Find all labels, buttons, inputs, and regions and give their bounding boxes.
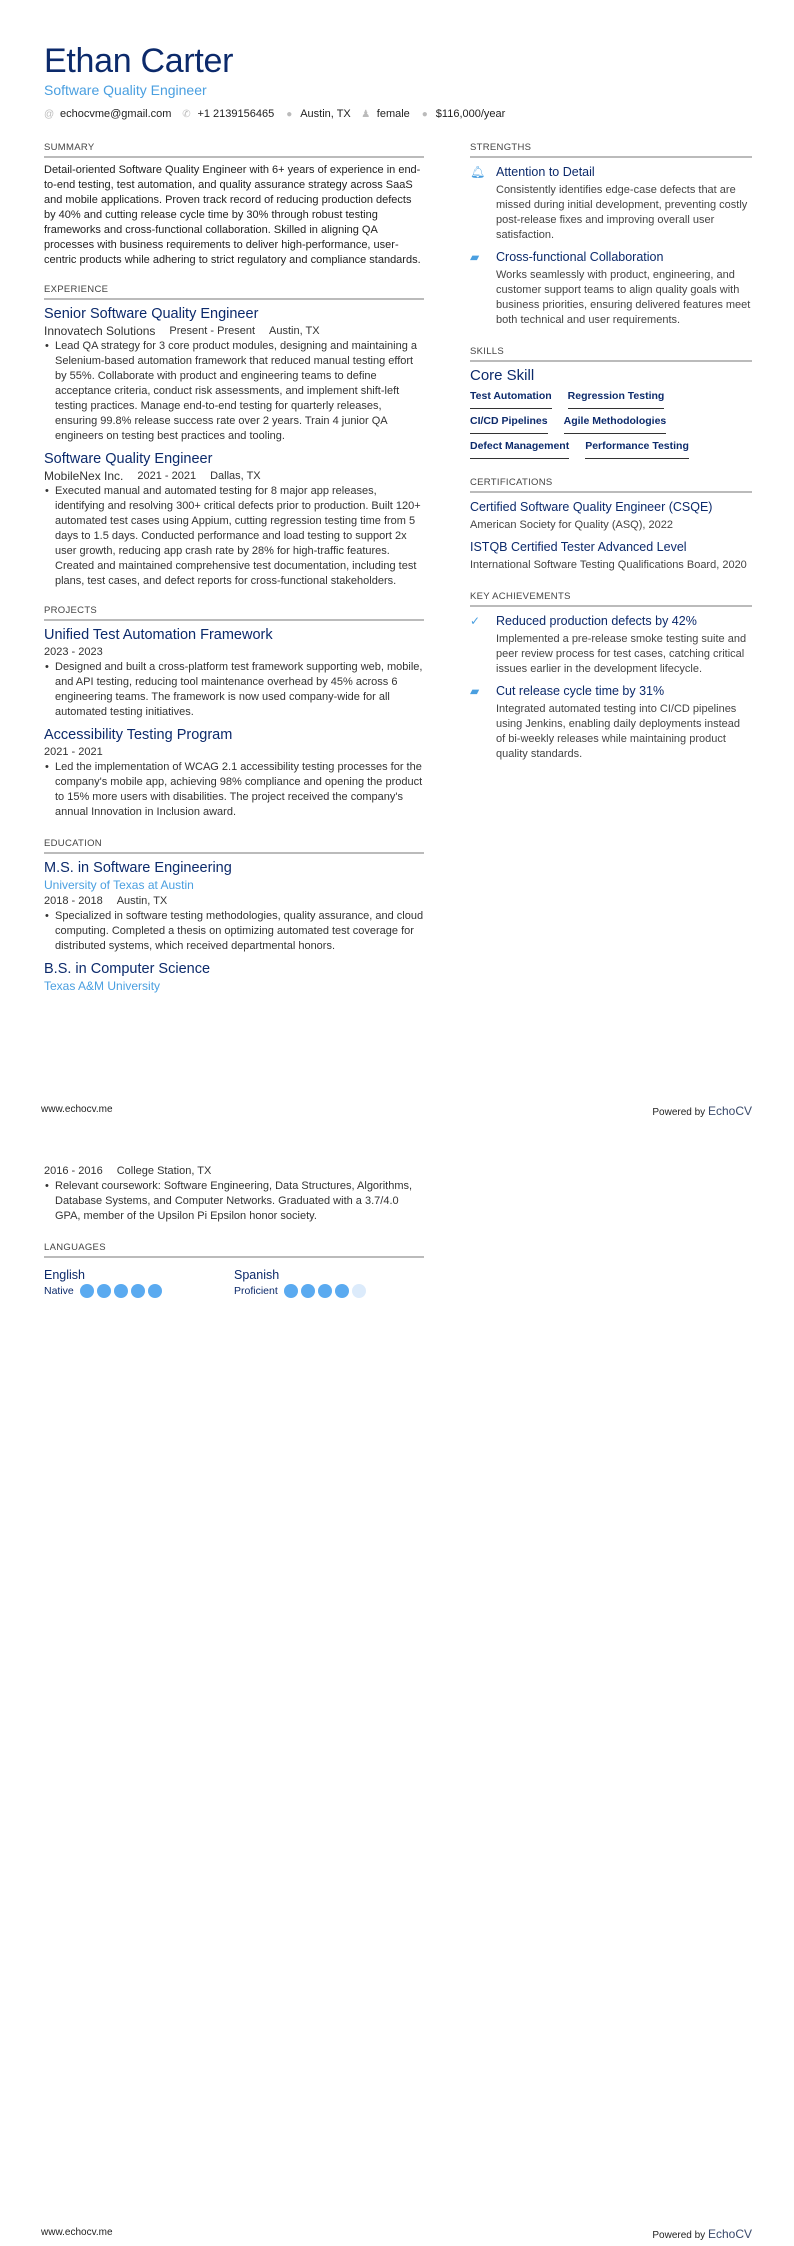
salary-icon: ● (421, 108, 428, 120)
resume-page-2 (0, 1123, 794, 2246)
language-name: Spanish (234, 1268, 280, 1282)
salary-text: $116,000/year (435, 108, 506, 120)
cert-title: Certified Software Quality Engineer (CSQE) (470, 500, 713, 514)
contact-location (284, 108, 351, 120)
degree: M.S. in Software Engineering (44, 860, 232, 876)
strength-item (470, 164, 752, 243)
rating-dot-filled (148, 1284, 162, 1298)
summary-text: Detail-oriented Software Quality Engineer with 6+ years of experience in end-to-end testing, test automation, and quality assurance strategy across SaaS and mobile applications. Proven track record of reducing production defects by 40% and cutting release cycle time by 30% through robust testing frameworks and cross-functional collaboration. Skilled in aligning QA processes with business requirements to deliver high-performance, user-centric products while adhering to strict regulatory and compliance standards. (44, 164, 421, 266)
dates: Present - Present (169, 325, 256, 337)
contact-email[interactable] (44, 108, 171, 120)
location-icon: ● (286, 108, 293, 120)
experience-item (44, 305, 424, 444)
contact-salary (420, 108, 506, 120)
company: MobileNex Inc. (44, 469, 124, 483)
location: Austin, TX (116, 895, 168, 907)
footer-site-link[interactable]: www.echocv.me (41, 1104, 113, 1115)
rating-dot-filled (97, 1284, 111, 1298)
achievement-item (470, 613, 752, 677)
bullet: • Designed and built a cross-platform test framework supporting web, mobile, and API testing, reducing tool maintenance overhead by 45% across 6 engineering teams. The framework is now used company-wide for all automated testing initiatives. (44, 660, 424, 720)
certification-item (470, 539, 752, 573)
section-heading: KEY ACHIEVEMENTS (470, 591, 752, 607)
contact-gender (361, 108, 410, 120)
skills-list (470, 390, 752, 459)
rating-dots (284, 1284, 366, 1298)
job-title: Senior Software Quality Engineer (44, 306, 259, 322)
achievement-title: Cut release cycle time by 31% (496, 684, 665, 698)
rating-dot-filled (335, 1284, 349, 1298)
candidate-name: Ethan Carter (44, 42, 234, 80)
bullet: • Led the implementation of WCAG 2.1 accessibility testing processes for the company's mobile app, achieving 98% compliance and opening the product to 15% more users with disabilities. The project received the company's annual Innovation in Inclusion award. (44, 760, 424, 820)
rating-dots (80, 1284, 162, 1298)
section-heading: EDUCATION (44, 838, 424, 854)
company: Innovatech Solutions (44, 324, 156, 338)
gender-text: female (376, 108, 410, 120)
contact-phone[interactable] (181, 108, 274, 120)
rating-dot-filled (284, 1284, 298, 1298)
footer-site-link[interactable]: www.echocv.me (41, 2227, 113, 2238)
skill-tag: Test Automation (470, 390, 552, 409)
dates: 2018 - 2018 (44, 895, 103, 907)
left-column (44, 1163, 424, 1298)
school: University of Texas at Austin (44, 878, 194, 892)
project-item (44, 726, 424, 820)
achievement-title: Reduced production defects by 42% (496, 614, 697, 628)
cert-issuer: International Software Testing Qualifications Board, 2020 (470, 559, 747, 571)
right-column (470, 128, 752, 762)
bullet: • Relevant coursework: Software Engineering, Data Structures, Algorithms, Database Systems, and Computer Networks. Graduated with a 3.7/4.0 GPA, member of the Upsilon Pi Epsilon honor society. (44, 1179, 424, 1224)
certification-item (470, 499, 752, 533)
rating-dot-empty (352, 1284, 366, 1298)
dates: 2021 - 2021 (44, 746, 103, 758)
strength-title: Cross-functional Collaboration (496, 250, 664, 264)
section-heading: SUMMARY (44, 142, 424, 158)
language-item (234, 1263, 424, 1298)
section-heading: PROJECTS (44, 605, 424, 621)
rating-dot-filled (80, 1284, 94, 1298)
bullet: • Lead QA strategy for 3 core product modules, designing and maintaining a Selenium-based automation framework that reduced manual testing effort by 55%. Collaborate with product and engineering teams to define acceptance criteria, conduct risk assessments, and implement shift-left testing practices. Manage end-to-end testing for quarterly releases, ensuring 99.8% release success rate over 2 years. Train 4 junior QA engineers on testing best practices and tooling. (44, 339, 424, 444)
section-heading: CERTIFICATIONS (470, 477, 752, 493)
section-heading: SKILLS (470, 346, 752, 362)
bell-icon: 🔔︎ (470, 165, 486, 179)
achievement-desc: Integrated automated testing into CI/CD pipelines using Jenkins, enabling daily deployments instead of bi-weekly releases while maintaining product quality standards. (496, 703, 740, 760)
language-name: English (44, 1268, 85, 1282)
rating-dot-filled (131, 1284, 145, 1298)
location-text: Austin, TX (300, 108, 351, 120)
check-icon: ✓ (470, 614, 481, 628)
education-item (44, 960, 424, 994)
skill-tag: Defect Management (470, 440, 569, 459)
language-item (44, 1263, 234, 1298)
rating-dot-filled (114, 1284, 128, 1298)
bullet: • Specialized in software testing methodologies, quality assurance, and cloud computing. Completed a thesis on optimizing automated test coverage for distributed systems, which received departmental honors. (44, 909, 424, 954)
skill-tag: Performance Testing (585, 440, 689, 459)
chat-icon: ▰ (470, 250, 480, 264)
bullet: • Executed manual and automated testing for 8 major app releases, identifying and resolving 300+ critical defects prior to production. Built 120+ automated test cases using Appium, cutting regression testing time from 5 days to 1.5 days. Conducted performance and load testing to support 2x user growth, reducing app crash rate by 28% for high-traffic features. Created and maintained comprehensive test documentation, including test plans, test cases, and defect reports for cross-functional stakeholders. (44, 484, 424, 589)
section-heading: EXPERIENCE (44, 284, 424, 300)
language-level: Proficient (234, 1285, 278, 1297)
achievement-item (470, 683, 752, 762)
skill-tag: Regression Testing (568, 390, 665, 409)
dates: 2016 - 2016 (44, 1165, 103, 1177)
education-item (44, 859, 424, 954)
strength-title: Attention to Detail (496, 165, 595, 179)
skill-group-title: Core Skill (470, 367, 535, 384)
footer-brand[interactable]: EchoCV (707, 1104, 752, 1118)
degree: B.S. in Computer Science (44, 961, 211, 977)
location: Dallas, TX (210, 470, 261, 482)
at-icon: @ (44, 108, 55, 120)
dates: 2021 - 2021 (137, 470, 197, 482)
school: Texas A&M University (44, 979, 161, 993)
location: College Station, TX (116, 1165, 212, 1177)
footer-brand[interactable]: EchoCV (707, 2227, 752, 2241)
phone-text: +1 2139156465 (197, 108, 275, 120)
strength-desc: Consistently identifies edge-case defects that are missed during initial development, preventing costly post-release fixes and improving overall user satisfaction. (496, 184, 748, 241)
project-title: Unified Test Automation Framework (44, 627, 273, 643)
skill-tag: CI/CD Pipelines (470, 415, 548, 434)
project-item (44, 626, 424, 720)
section-heading: LANGUAGES (44, 1242, 424, 1258)
person-icon: ♟ (361, 108, 371, 120)
footer-powered: Powered by (652, 1107, 706, 1118)
contact-bar (44, 108, 505, 120)
language-level: Native (44, 1285, 74, 1297)
cert-issuer: American Society for Quality (ASQ), 2022 (470, 519, 673, 531)
dates: 2023 - 2023 (44, 646, 103, 658)
phone-icon: ✆ (182, 108, 191, 120)
strength-item (470, 249, 752, 328)
project-title: Accessibility Testing Program (44, 727, 233, 743)
experience-item (44, 450, 424, 589)
job-title: Software Quality Engineer (44, 451, 213, 467)
email-text: echocvme@gmail.com (60, 108, 172, 120)
achievement-desc: Implemented a pre-release smoke testing suite and peer review process for test cases, catching critical issues earlier in the development lifecycle. (496, 633, 747, 675)
footer-powered: Powered by (652, 2230, 706, 2241)
languages-list (44, 1263, 424, 1298)
location: Austin, TX (269, 325, 320, 337)
cert-title: ISTQB Certified Tester Advanced Level (470, 540, 687, 554)
strength-desc: Works seamlessly with product, engineering, and customer support teams to align quality goals with business priorities, ensuring delivered features meet both technical and user requirements. (496, 269, 751, 326)
left-column (44, 128, 424, 994)
chat-icon: ▰ (470, 684, 480, 698)
skill-tag: Agile Methodologies (564, 415, 667, 434)
rating-dot-filled (301, 1284, 315, 1298)
candidate-title: Software Quality Engineer (44, 82, 207, 98)
rating-dot-filled (318, 1284, 332, 1298)
section-heading: STRENGTHS (470, 142, 752, 158)
